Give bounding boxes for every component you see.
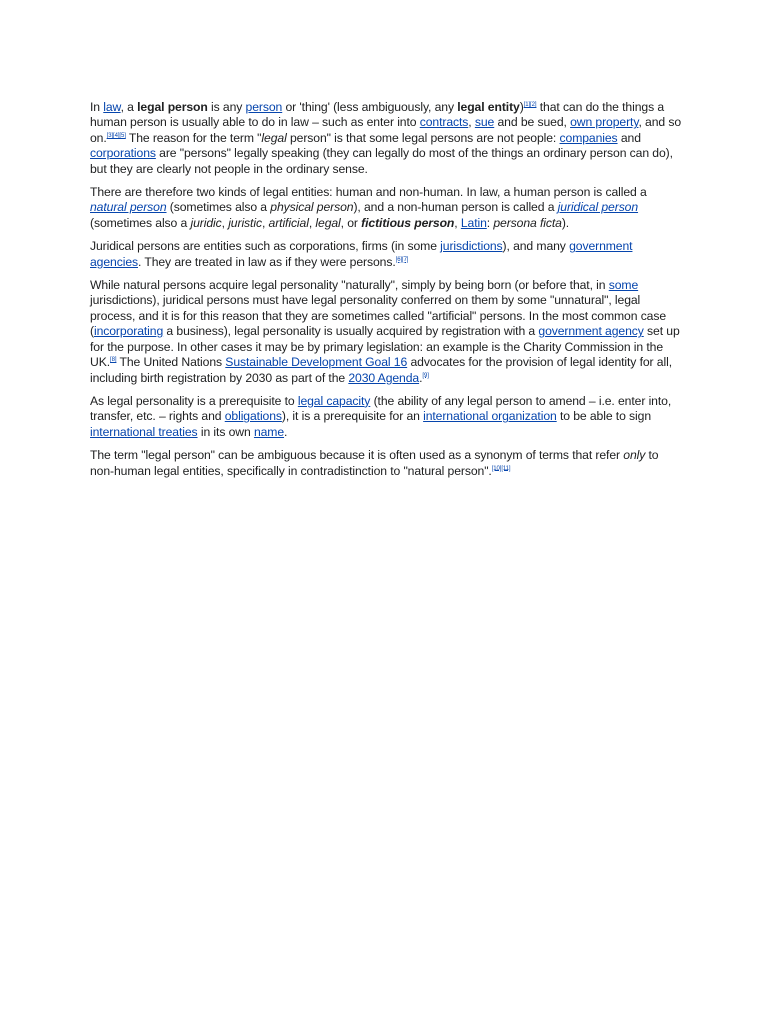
link-person[interactable]: person — [245, 100, 283, 114]
paragraph-legal-person-definition: In law, a legal person is any person or 'thing' (less ambiguously, any legal entity)[1][2] that can do the things a human person is usually able to do in law – such as enter into contracts, sue and be sued, own property, and so on.[3][4][5] The reason for the term "legal person" is that some legal persons are not people: companies and corporations are "persons" legally speaking (they can legally do most of the things an ordinary person can do), but they are clearly not people in the ordinary sense. — [90, 100, 682, 176]
citation-1-2[interactable]: [1][2] — [523, 101, 537, 108]
paragraph-ambiguity: The term "legal person" can be ambiguous because it is often used as a synonym of terms that refer only to non-human legal entities, specifically in contradistinction to "natural person".[10][11] — [90, 448, 659, 478]
link-juridical-person[interactable]: juridical person — [557, 200, 639, 215]
paragraph-kinds-of-legal-entities: There are therefore two kinds of legal entities: human and non-human. In law, a human person is called a natural person (sometimes also a physical person), and a non-human person is called a juridical person (sometimes also a juridic, juristic, artificial, legal, or fictitious person, Latin: persona ficta). — [90, 185, 647, 230]
paragraph-acquiring-legal-personality: While natural persons acquire legal personality "naturally", simply by being born (or before that, in some jurisdictions), juridical persons must have legal personality conferred on them by some "unnatural", legal process, and it is for this reason that they are sometimes called "artificial" persons. In the most common case (incorporating a business), legal personality is usually acquired by registration with a government agency set up for the purpose. In other cases it may be by primary legislation: an example is the Charity Commission in the UK.[8] The United Nations Sustainable Development Goal 16 advocates for the provision of legal identity for all, including birth registration by 2030 as part of the 2030 Agenda.[9] — [90, 278, 680, 385]
link-corporations[interactable]: corporations — [90, 146, 156, 161]
citation-3-4-5[interactable]: [3][4][5] — [106, 132, 126, 139]
link-companies[interactable]: companies — [559, 130, 618, 145]
link-sustainable-development-goal-16[interactable]: Sustainable Development Goal 16 — [225, 355, 408, 370]
link-jurisdictions[interactable]: jurisdictions — [440, 239, 503, 254]
term-fictitious-person: fictitious person — [361, 215, 455, 230]
link-incorporating[interactable]: incorporating — [93, 324, 164, 339]
citation-8[interactable]: [8] — [110, 357, 117, 364]
term-legal-entity: legal entity — [457, 100, 520, 114]
link-international-treaties[interactable]: international treaties — [90, 424, 198, 439]
link-natural-person[interactable]: natural person — [90, 200, 167, 215]
citation-10-11[interactable]: [10][11] — [491, 465, 511, 472]
link-international-organization[interactable]: international organization — [423, 409, 557, 424]
paragraph-legal-capacity: As legal personality is a prerequisite to legal capacity (the ability of any legal person to amend – i.e. enter into, transfer, etc. – rights and obligations), it is a prerequisite for an international organization to be able to sign international treaties in its own name. — [90, 393, 672, 439]
article-body — [90, 100, 682, 487]
link-government-agencies[interactable]: government agencies — [90, 239, 633, 269]
link-name[interactable]: name — [253, 424, 285, 439]
link-obligations[interactable]: obligations — [224, 409, 282, 424]
link-sue[interactable]: sue — [474, 115, 495, 130]
term-legal-person: legal person — [137, 100, 208, 114]
citation-9[interactable]: [9] — [422, 372, 429, 379]
link-some[interactable]: some — [608, 278, 639, 293]
citation-6-7[interactable]: [6][7] — [395, 256, 409, 263]
link-law[interactable]: law — [103, 100, 121, 114]
link-2030-agenda[interactable]: 2030 Agenda — [348, 370, 420, 385]
link-legal-capacity[interactable]: legal capacity — [297, 393, 371, 408]
link-own-property[interactable]: own property — [570, 115, 639, 130]
link-contracts[interactable]: contracts — [419, 115, 469, 130]
link-latin[interactable]: Latin — [460, 215, 487, 230]
paragraph-juridical-persons: Juridical persons are entities such as corporations, firms (in some jurisdictions), and many government agencies. They are treated in law as if they were persons.[6][7] — [90, 239, 633, 269]
link-government-agency[interactable]: government agency — [538, 324, 644, 339]
